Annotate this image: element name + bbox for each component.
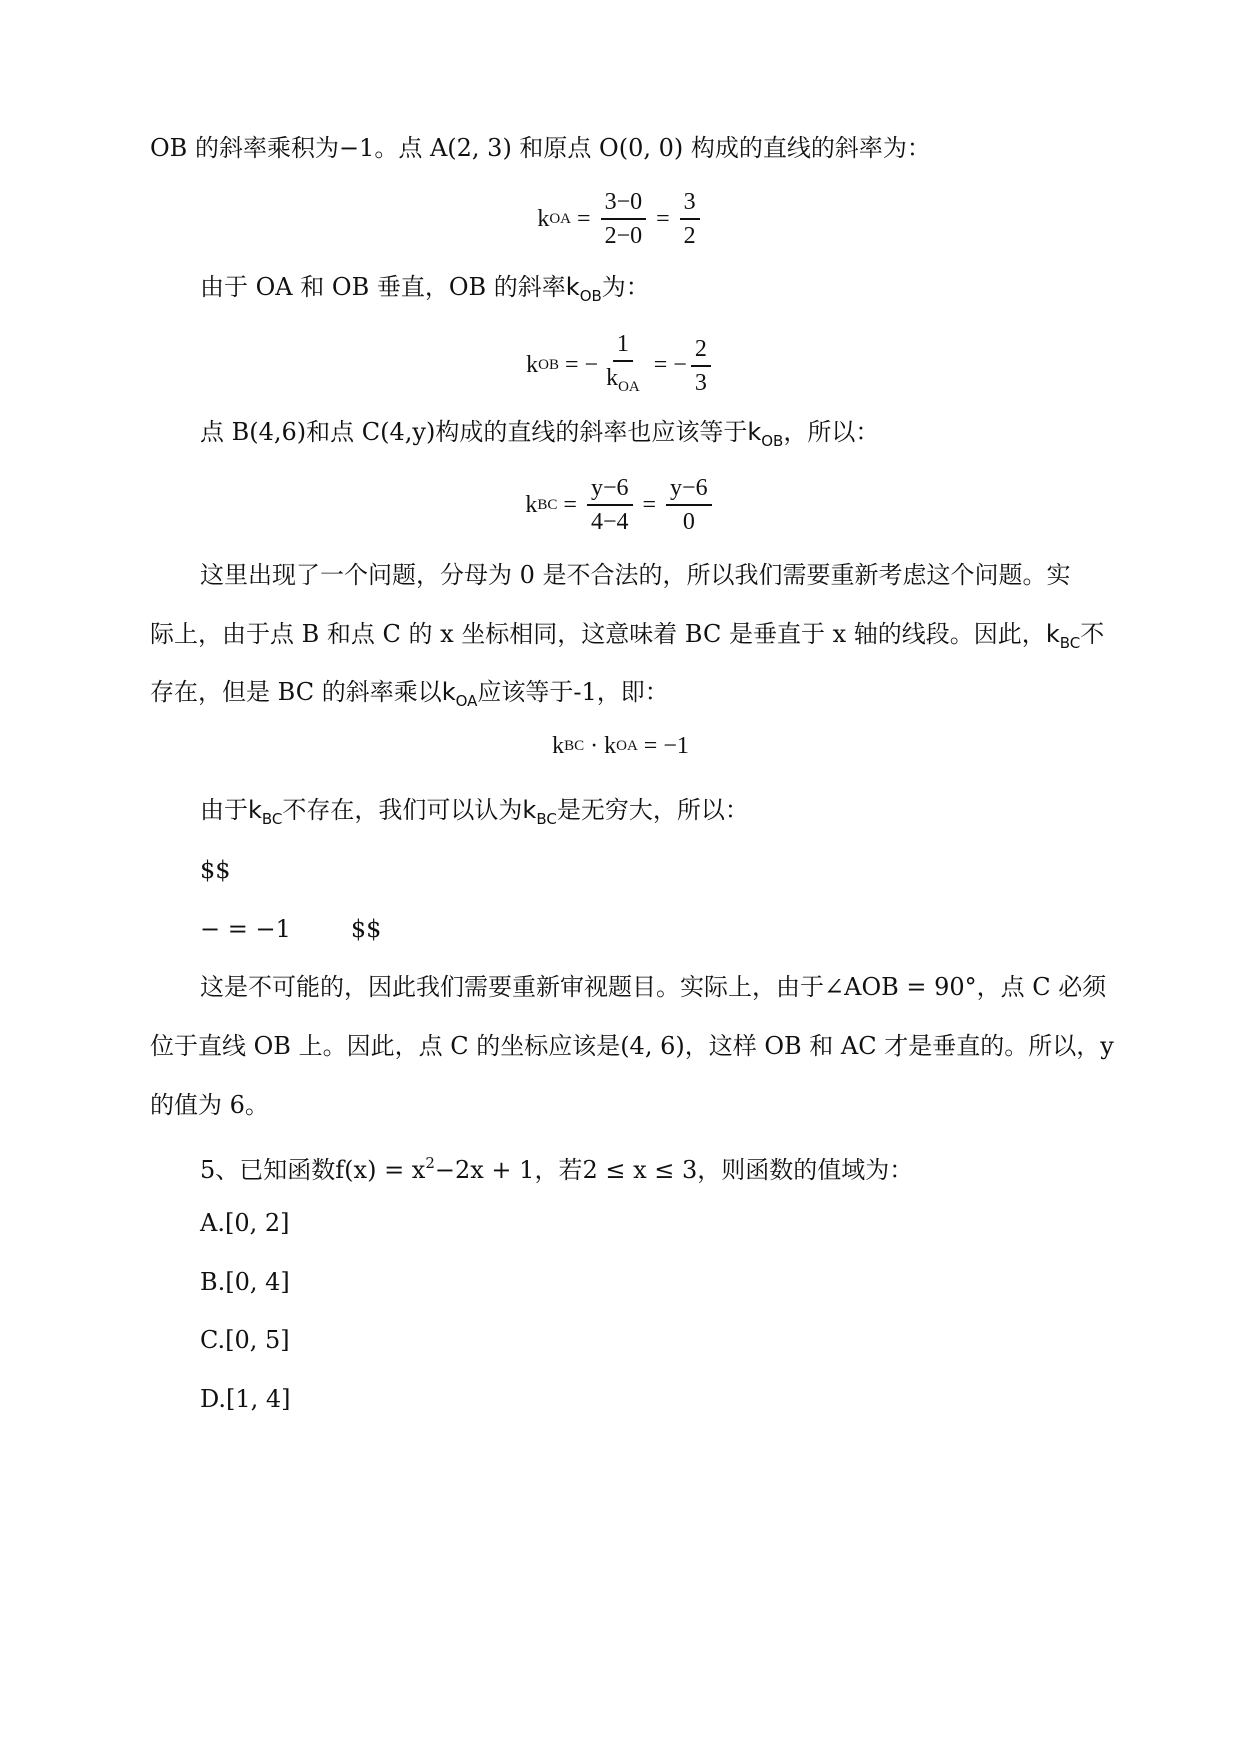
paragraph-line: 由于 OA 和 OB 垂直，OB 的斜率$k_{OB}$为： bbox=[200, 273, 650, 305]
option-value: [1, 4] bbox=[226, 1385, 291, 1413]
paragraph-line: 这里出现了一个问题，分母为 0 是不合法的，所以我们需要重新考虑这个问题。实 bbox=[200, 561, 1071, 589]
paragraph-line: $$ bbox=[200, 856, 231, 884]
paragraph-line: 存在，但是 BC 的斜率乘以$k_{OA}$应该等于-1，即： bbox=[150, 678, 669, 710]
paragraph-line: 由于$k_{BC}$不存在，我们可以认为$k_{BC}$是无穷大，所以： bbox=[200, 796, 749, 828]
option-value: [0, 2] bbox=[224, 1209, 290, 1237]
fraction: $\frac{3-0}{2-0}$ bbox=[601, 188, 647, 250]
option-b bbox=[200, 1265, 1140, 1299]
option-value: [0, 5] bbox=[225, 1326, 290, 1354]
option-label: D. bbox=[200, 1385, 227, 1413]
fraction: $\frac{2}{3}$ bbox=[691, 335, 711, 397]
equation-k-ob: k OB = − $\frac{1}{k_{OA}}$ = − $\frac{2}{3}$ bbox=[0, 330, 1241, 401]
option-d bbox=[200, 1382, 1140, 1416]
paragraph-line: 这是不可能的，因此我们需要重新审视题目。实际上，由于∠AOB = 90°，点 C 必须 bbox=[200, 973, 1107, 1001]
paragraph-line: − = −1 $$ bbox=[200, 915, 382, 943]
text-line: OB 的斜率乘积为−1。点 A(2, 3) 和原点 O(0, 0) 构成的直线的斜率为： bbox=[150, 134, 931, 162]
paragraph-line: 的值为 6。 bbox=[150, 1091, 269, 1119]
equation-product: k BC · k OA = −1 bbox=[552, 733, 689, 759]
paragraph-line: 点 B(4,6)和点 C(4,y)构成的直线的斜率也应该等于$k_{OB}$，所以： bbox=[200, 418, 880, 450]
option-label: C. bbox=[200, 1326, 226, 1354]
fraction: $\frac{1}{k_{OA}}$ bbox=[606, 331, 640, 395]
paragraph-line: 际上，由于点 B 和点 C 的 x 坐标相同，这意味着 BC 是垂直于 x 轴的线段。因此，$k_{BC}$不 bbox=[150, 620, 1105, 652]
option-label: A. bbox=[200, 1209, 225, 1237]
option-a bbox=[200, 1206, 1140, 1240]
equation-k-oa: k OA = $\frac{3-0}{2-0}$ = $\frac{3}{2}$ bbox=[0, 188, 1241, 250]
option-label: B. bbox=[200, 1268, 226, 1296]
equation-k-bc: k BC = $\frac{y-6}{4-4}$ = $\frac{y-6}{0}$ bbox=[0, 474, 1241, 536]
fraction: $\frac{3}{2}$ bbox=[680, 188, 700, 250]
option-value: [0, 4] bbox=[225, 1268, 290, 1296]
paragraph-line: 位于直线 OB 上。因此，点 C 的坐标应该是(4, 6)，这样 OB 和 AC 才是垂直的。所以，y bbox=[150, 1032, 1114, 1060]
option-c bbox=[200, 1323, 1140, 1357]
paragraph-line bbox=[150, 131, 1090, 165]
fraction: $\frac{y-6}{0}$ bbox=[666, 474, 712, 536]
fraction: $\frac{y-6}{4-4}$ bbox=[587, 474, 633, 536]
question-5: 5、已知函数$f(x) = x^2-2x + 1$，若2 ≤ x ≤ 3，则函数的值域为： bbox=[200, 1154, 914, 1184]
